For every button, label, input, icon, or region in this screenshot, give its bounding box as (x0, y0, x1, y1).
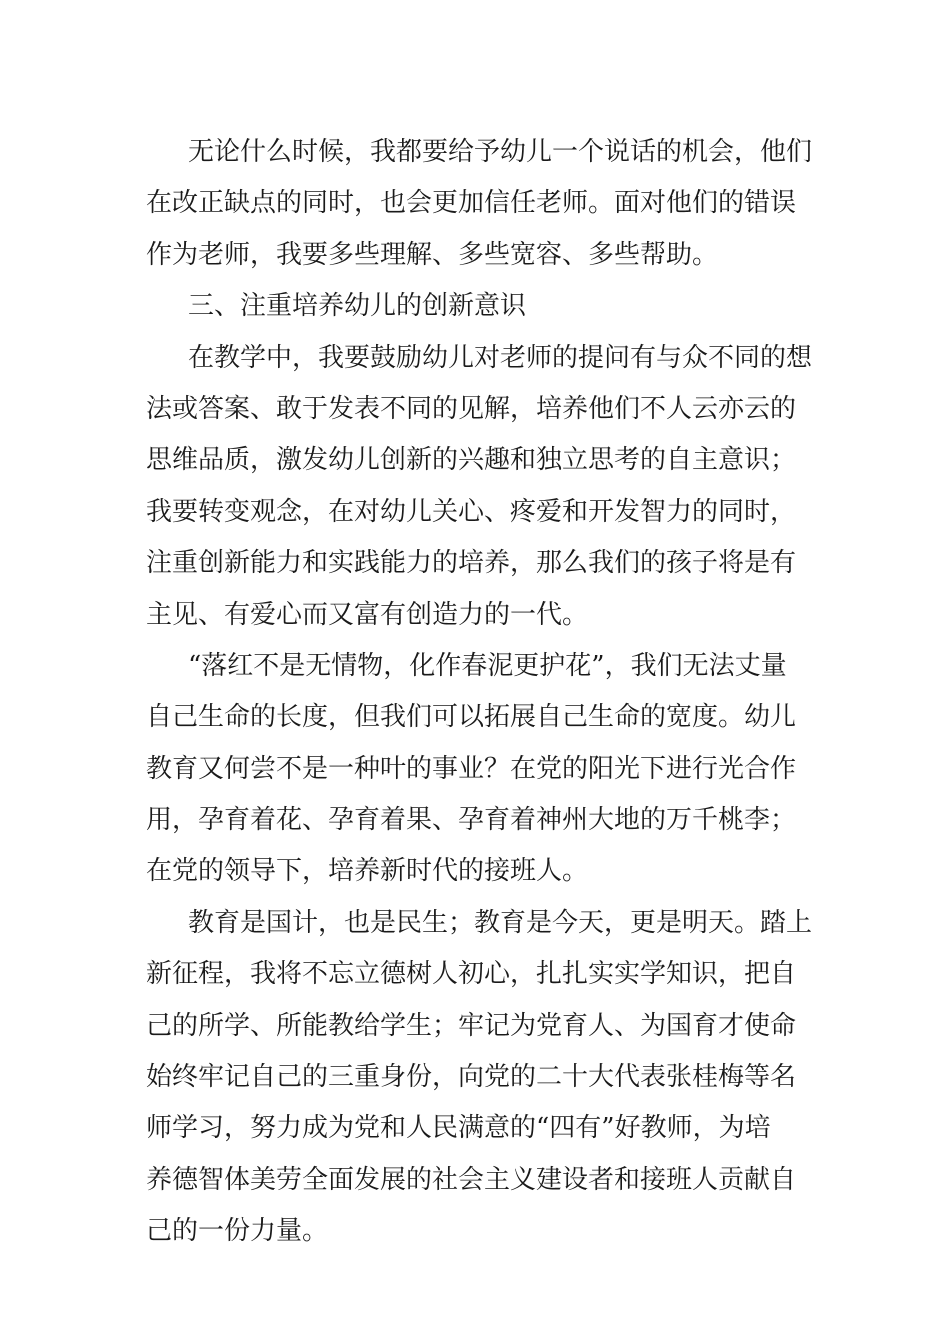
text-line: 思维品质，激发幼儿创新的兴趣和独立思考的自主意识； (146, 445, 797, 476)
text-line: 新征程，我将不忘立德树人初心，扎扎实实学知识，把自 (146, 959, 797, 990)
text-line: 教育是国计，也是民生；教育是今天，更是明天。踏上 (188, 907, 813, 938)
text-line: 在党的领导下，培养新时代的接班人。 (146, 856, 589, 887)
text-line: “落红不是无情物，化作春泥更护花”，我们无法丈量 (188, 650, 787, 681)
text-line: 养德智体美劳全面发展的社会主义建设者和接班人贡献自 (146, 1164, 797, 1195)
text-line: 自己生命的长度，但我们可以拓展自己生命的宽度。幼儿 (146, 702, 797, 733)
text-line: 己的一份力量。 (146, 1216, 329, 1247)
text-line: 我要转变观念，在对幼儿关心、疼爱和开发智力的同时， (146, 496, 797, 527)
text-line: 无论什么时候，我都要给予幼儿一个说话的机会，他们 (188, 137, 813, 167)
text-line: 主见、有爱心而又富有创造力的一代。 (146, 599, 589, 630)
section-heading: 三、注重培养幼儿的创新意识 (188, 291, 527, 322)
text-line: 师学习，努力成为党和人民满意的“四有”好教师，为培 (146, 1113, 771, 1144)
text-line: 用，孕育着花、孕育着果、孕育着神州大地的万千桃李； (146, 805, 797, 836)
text-line: 法或答案、敢于发表不同的见解，培养他们不人云亦云的 (146, 393, 797, 424)
text-line: 作为老师，我要多些理解、多些宽容、多些帮助。 (146, 239, 719, 270)
document-body (146, 127, 813, 1258)
text-line: 始终牢记自己的三重身份，向党的二十大代表张桂梅等名 (146, 1062, 797, 1093)
text-line: 教育又何尝不是一种叶的事业？在党的阳光下进行光合作 (146, 753, 797, 784)
text-line: 在改正缺点的同时，也会更加信任老师。面对他们的错误 (146, 188, 797, 219)
text-line: 在教学中，我要鼓励幼儿对老师的提问有与众不同的想 (188, 342, 813, 373)
text-line: 注重创新能力和实践能力的培养，那么我们的孩子将是有 (146, 548, 797, 579)
text-line: 己的所学、所能教给学生；牢记为党育人、为国育才使命 (146, 1010, 797, 1041)
